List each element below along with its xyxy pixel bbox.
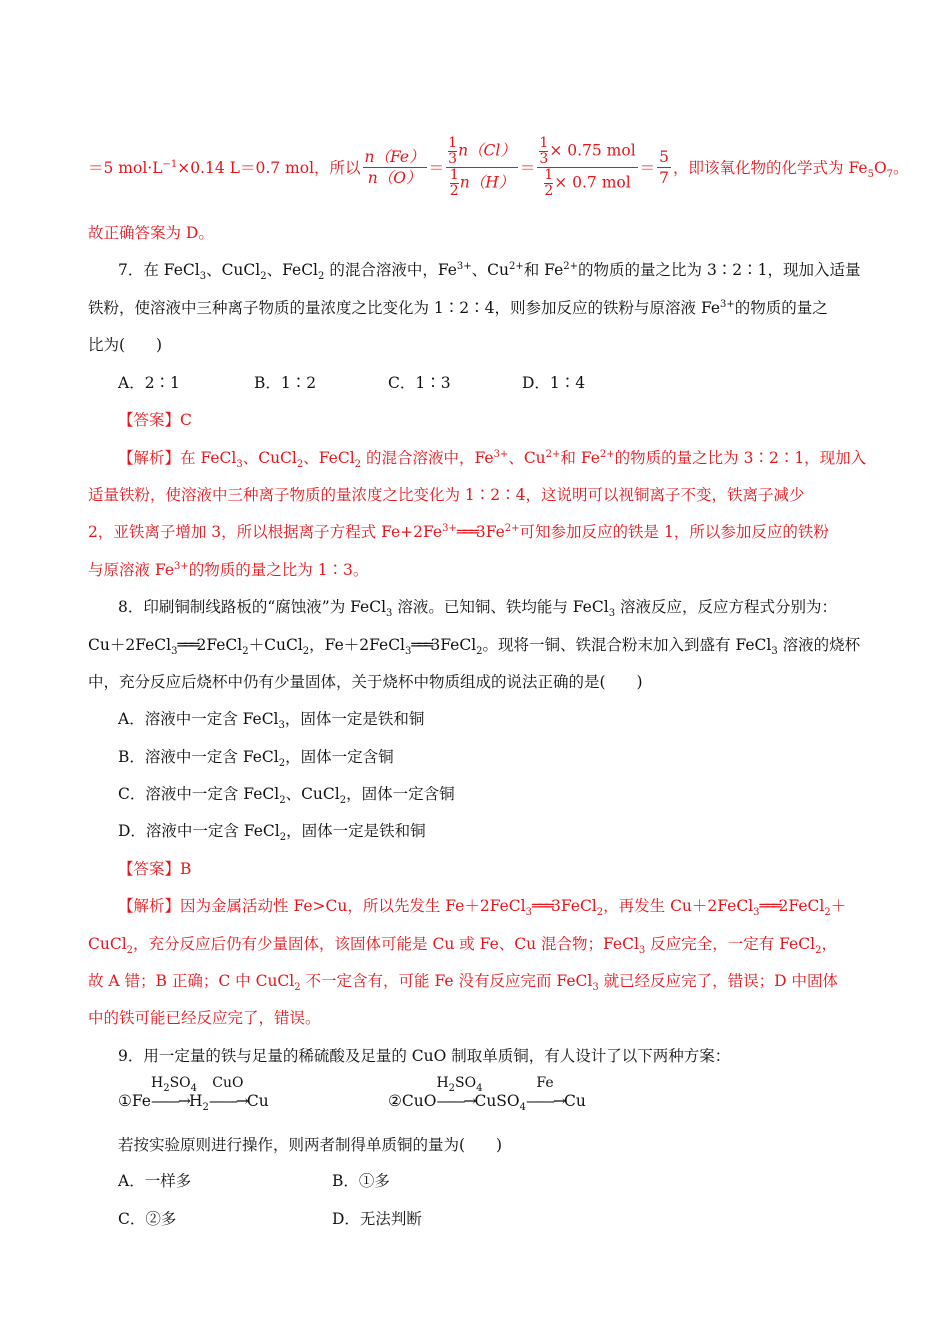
q7-answer: 【答案】C bbox=[118, 411, 192, 429]
q8-stem-line-3: 中，充分反应后烧杯中仍有少量固体，关于烧杯中物质组成的说法正确的是( ) bbox=[88, 673, 643, 691]
q9-stem-line-3: 若按实验原则进行操作，则两者制得单质铜的量为( ) bbox=[118, 1136, 503, 1154]
q7-option-b: B．1∶2 bbox=[254, 374, 317, 392]
equals-sign: ＝ bbox=[639, 159, 656, 177]
q7-explanation-line-3: 2，亚铁离子增加 3，所以根据离子方程式 $Fe+2Fe^{3+}═══3Fe^{2+}$可知参加反应的铁是 1，所以参加反应的铁粉 bbox=[88, 522, 829, 541]
reaction-arrow: $H_2SO_4$ ——→ bbox=[436, 1075, 483, 1110]
fraction-mol-values: $\frac{1}{3}$ × 0.75 mol $\frac{1}{2}$ × 0.7 mol bbox=[539, 134, 636, 199]
q8-explanation-line-2: CuCl$_2$，充分反应后仍有少量固体，该固体可能是 Cu 或 Fe、Cu 混合物；FeCl$_3$ 反应完全，一定有 FeCl$_2$， bbox=[88, 935, 837, 957]
calc-lead: ＝5 $mol\cdot L^{-1}\times 0.14$ L＝0.7 mol，所以 bbox=[88, 158, 361, 177]
q9-option-b: B．①多 bbox=[332, 1172, 390, 1190]
reaction-arrow: Fe ——→ bbox=[526, 1075, 564, 1110]
q7-stem-line-1: 7．在 FeCl$_3$、CuCl$_2$、FeCl$_2$ 的混合溶液中，$Fe^{3+}$、$Cu^{2+}$和 $Fe^{2+}$的物质的量之比为 3∶2∶1，现加入适量 bbox=[118, 260, 861, 283]
q9-scheme-2: ②CuO $H_2SO_4$ ——→CuSO$_4$ Fe ——→Cu bbox=[388, 1075, 586, 1114]
q9-option-d: D．无法判断 bbox=[332, 1210, 422, 1228]
calc-tail: ，即该氧化物的化学式为 $Fe_5O_7$。 bbox=[673, 159, 909, 181]
fraction-cl-over-h: $\frac{1}{3}$ n（Cl） $\frac{1}{2}$ n（H） bbox=[448, 134, 516, 199]
q8-option-b: B．溶液中一定含 FeCl$_2$，固体一定含铜 bbox=[118, 748, 394, 770]
fraction-fe-over-o: $\frac{n(Fe)}{n(O)}$ bbox=[364, 147, 425, 187]
q9-scheme-1: ①Fe $H_2SO_4$ $——\to H_2$ CuO ——→Cu bbox=[118, 1075, 269, 1114]
reaction-arrow: CuO ——→ bbox=[208, 1075, 247, 1110]
q7-stem-line-2: 铁粉，使溶液中三种离子物质的量浓度之比变化为 1∶2∶4，则参加反应的铁粉与原溶液 $Fe^{3+}$的物质的量之 bbox=[88, 298, 828, 317]
q7-stem-line-3: 比为( ) bbox=[88, 336, 163, 354]
q8-option-d: D．溶液中一定含 FeCl$_2$，固体一定是铁和铜 bbox=[118, 822, 426, 844]
reaction-arrow: $H_2SO_4$ ——→ bbox=[150, 1075, 198, 1110]
q8-option-a: A．溶液中一定含 FeCl$_3$，固体一定是铁和铜 bbox=[118, 710, 425, 732]
q8-explanation-line-3: 故 A 错；B 正确；C 中 CuCl$_2$ 不一定含有，可能 Fe 没有反应完而 FeCl$_3$ 就已经反应完了，错误；D 中固体 bbox=[88, 972, 838, 994]
q8-stem-line-2: Cu＋2FeCl$_3$═══2FeCl$_2$＋CuCl$_2$，Fe＋2FeCl$_3$═══3FeCl$_2$。现将一铜、铁混合粉末加入到盛有 FeCl$_3$ 溶液的烧杯 bbox=[88, 636, 861, 658]
q9-stem-line-1: 9．用一定量的铁与足量的稀硫酸及足量的 CuO 制取单质铜，有人设计了以下两种方案： bbox=[118, 1047, 731, 1065]
q7-explanation-line-1: 【解析】在 FeCl$_3$、CuCl$_2$、FeCl$_2$ 的混合溶液中，$Fe^{3+}$、$Cu^{2+}$和 $Fe^{2+}$的物质的量之比为 3∶2∶1，现加入 bbox=[118, 448, 867, 471]
q7-option-d: D．1∶4 bbox=[522, 374, 586, 392]
q9-option-c: C．②多 bbox=[118, 1210, 177, 1228]
q7-option-a: A．2∶1 bbox=[118, 374, 180, 392]
q7-option-c: C．1∶3 bbox=[388, 374, 451, 392]
equals-sign: ＝ bbox=[428, 159, 445, 177]
conclusion-line: 故正确答案为 D。 bbox=[88, 224, 214, 242]
q7-explanation-line-4: 与原溶液 $Fe^{3+}$的物质的量之比为 1∶3。 bbox=[88, 560, 369, 579]
q8-answer: 【答案】B bbox=[118, 860, 192, 878]
q8-stem-line-1: 8．印刷铜制线路板的“腐蚀液”为 FeCl$_3$ 溶液。已知铜、铁均能与 FeCl$_3$ 溶液反应，反应方程式分别为： bbox=[118, 598, 837, 620]
q8-explanation-line-4: 中的铁可能已经反应完了，错误。 bbox=[88, 1009, 321, 1027]
q8-option-c: C．溶液中一定含 FeCl$_2$、CuCl$_2$，固体一定含铜 bbox=[118, 785, 455, 807]
calculation-line bbox=[88, 127, 909, 207]
q7-explanation-line-2: 适量铁粉，使溶液中三种离子物质的量浓度之比变化为 1∶2∶4，这说明可以视铜离子不变，铁离子减少 bbox=[88, 486, 805, 504]
equals-sign: ＝ bbox=[519, 159, 536, 177]
fraction-result: $\frac{5}{7}$ bbox=[659, 147, 670, 187]
q8-explanation-line-1: 【解析】因为金属活动性 Fe>Cu，所以先发生 Fe＋2FeCl$_3$═══3FeCl$_2$，再发生 Cu＋2FeCl$_3$═══2FeCl$_2$＋ bbox=[118, 897, 847, 919]
q9-option-a: A．一样多 bbox=[118, 1172, 192, 1190]
